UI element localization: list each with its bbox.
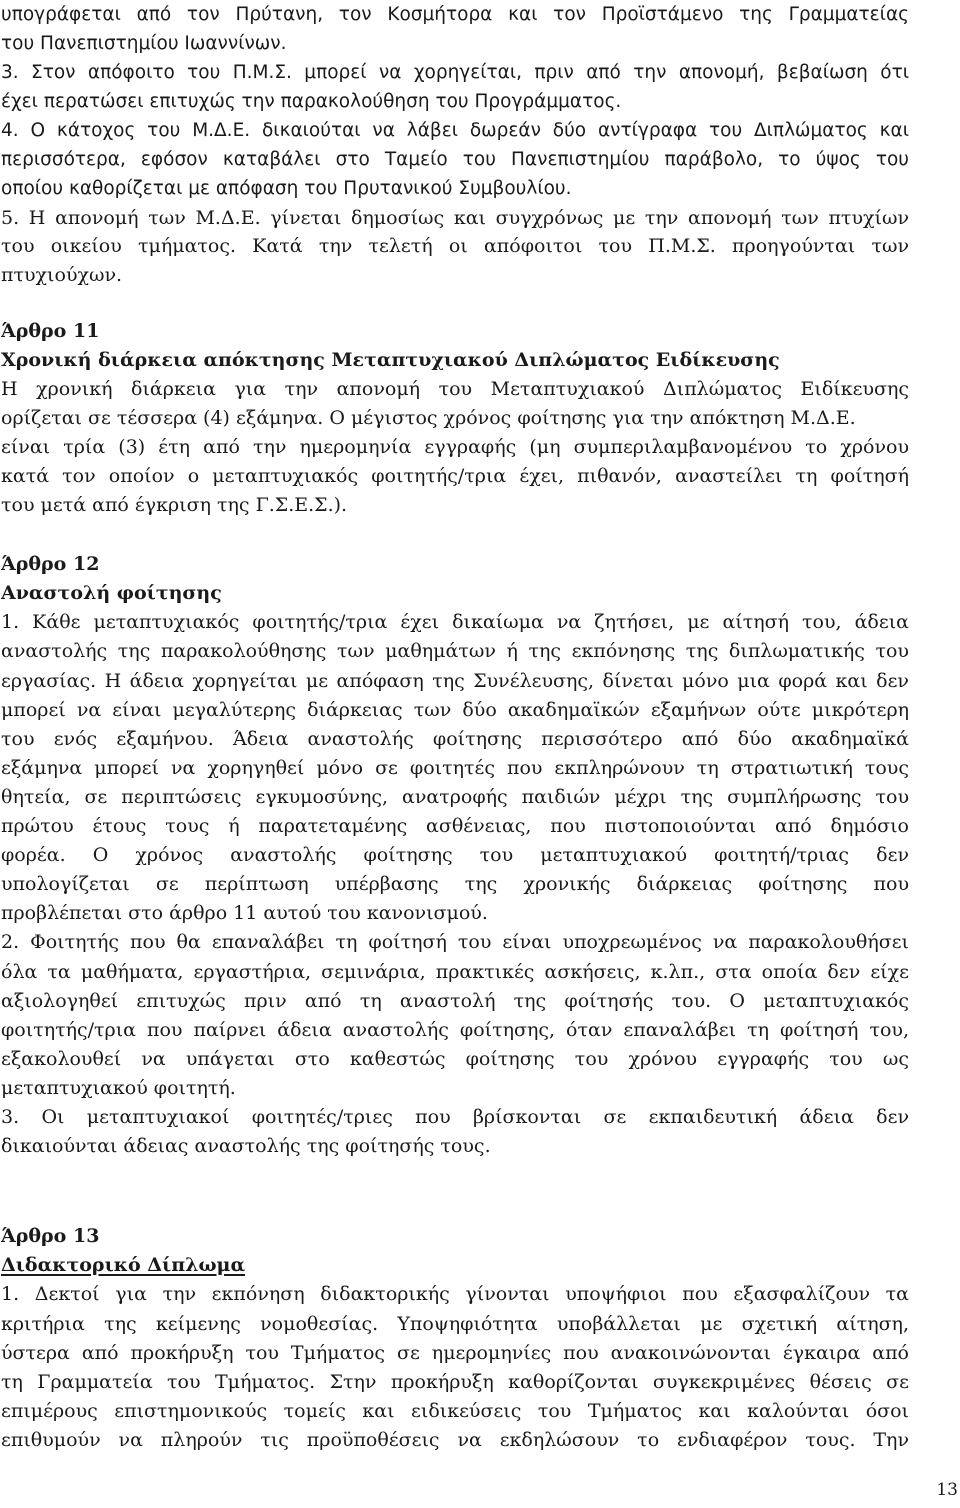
text-line: ορίζεται σε τέσσερα (4) εξάμηνα. Ο μέγιστος χρόνος φοίτησης για την απόκτηση Μ.Δ.Ε.: [1, 407, 856, 429]
text-line: 3. Οι μεταπτυχιακοί φοιτητές/τριες που βρίσκονται σε εκπαιδευτική άδεια δεν: [1, 1106, 909, 1128]
text-line: τη Γραμματεία του Τμήματος. Στην προκήρυξη καθορίζονται συγκεκριμένες θέσεις σε: [1, 1371, 909, 1393]
text-line: περισσότερα, εφόσον καταβάλει στο Ταμείο του Πανεπιστημίου παράβολο, το ύψος του: [1, 149, 909, 170]
text-line: πρώτου έτους τους ή παρατεταμένης ασθένειας, που πιστοποιούνται από δημόσιο: [1, 815, 909, 837]
text-line: επιθυμούν να πληρούν τις προϋποθέσεις να εκδηλώσουν το ενδιαφέρον τους. Την: [1, 1429, 909, 1451]
text-line: 5. Η απονομή των Μ.Δ.Ε. γίνεται δημοσίως και συγχρόνως με την απονομή των πτυχίων: [1, 207, 909, 229]
text-line: οποίου καθορίζεται με απόφαση του Πρυτανικού Συμβουλίου.: [1, 178, 572, 199]
text-line: εξακολουθεί να υπάγεται στο καθεστώς φοίτησης του χρόνου εγγραφής του ως: [1, 1048, 909, 1070]
text-line: υπολογίζεται σε περίπτωση υπέρβασης της χρονικής διάρκειας φοίτησης που: [1, 873, 909, 895]
text-line: εξάμηνα μπορεί να χορηγηθεί μόνο σε φοιτητές που εκπληρώνουν τη στρατιωτική τους: [1, 757, 909, 779]
text-line: αξιολογηθεί επιτυχώς πριν από τη αναστολή της φοίτησής του. Ο μεταπτυχιακός: [1, 990, 909, 1012]
article-subtitle: Χρονική διάρκεια απόκτησης Μεταπτυχιακού Διπλώματος Ειδίκευσης: [1, 349, 780, 371]
text-line: μπορεί να είναι μεγαλύτερης διάρκειας των δύο ακαδημαϊκών εξαμήνων ούτε μικρότερη: [1, 699, 909, 721]
text-line: 1. Κάθε μεταπτυχιακός φοιτητής/τρια έχει δικαίωμα να ζητήσει, με αίτησή του, άδεια: [1, 611, 909, 633]
text-line: κατά τον οποίον ο μεταπτυχιακός φοιτητής/τρια έχει, πιθανόν, αναστείλει τη φοίτησή: [1, 465, 909, 487]
text-line: του μετά από έγκριση της Γ.Σ.Ε.Σ.).: [1, 494, 348, 516]
text-line: επιμέρους επιστημονικούς τομείς και ειδικεύσεις του Τμήματος και καλούνται όσοι: [1, 1400, 909, 1422]
text-line: Η χρονική διάρκεια για την απονομή του Μεταπτυχιακού Διπλώματος Ειδίκευσης: [1, 378, 909, 400]
text-line: έχει περατώσει επιτυχώς την παρακολούθηση του Προγράμματος.: [1, 91, 622, 112]
article-title: Άρθρο 12: [1, 553, 100, 575]
article-subtitle: Αναστολή φοίτησης: [1, 582, 222, 604]
text-line: ύστερα από προκήρυξη του Τμήματος σε ημερομηνίες που ανακοινώνονται έγκαιρα από: [1, 1342, 909, 1364]
text-line: 4. Ο κάτοχος του Μ.Δ.Ε. δικαιούται να λάβει δωρεάν δύο αντίγραφα του Διπλώματος και: [1, 120, 909, 141]
text-line: εργασίας. Η άδεια χορηγείται με απόφαση της Συνέλευσης, δίνεται μόνο μια φορά και δεν: [1, 670, 909, 692]
text-line: κριτήρια της κείμενης νομοθεσίας. Υποψηφιότητα υποβάλλεται με σχετική αίτηση,: [1, 1313, 909, 1335]
text-line: πτυχιούχων.: [1, 264, 123, 286]
text-line: όλα τα μαθήματα, εργαστήρια, σεμινάρια, πρακτικές ασκήσεις, κ.λπ., στα οποία δεν είχε: [1, 961, 909, 983]
text-line: 1. Δεκτοί για την εκπόνηση διδακτορικής γίνονται υποψήφιοι που εξασφαλίζουν τα: [1, 1283, 909, 1305]
text-line: μεταπτυχιακού φοιτητή.: [1, 1077, 236, 1099]
article-subtitle: Διδακτορικό Δίπλωμα: [1, 1254, 246, 1276]
article-title: Άρθρο 13: [1, 1225, 100, 1247]
text-line: δικαιούνται άδειας αναστολής της φοίτησής τους.: [1, 1135, 491, 1157]
text-line: του οικείου τμήματος. Κατά την τελετή οι απόφοιτοι του Π.Μ.Σ. προηγούνται των: [1, 235, 909, 257]
page-number: 13: [936, 1480, 958, 1500]
text-line: του Πανεπιστημίου Ιωαννίνων.: [1, 33, 287, 54]
text-line: φορέα. Ο χρόνος αναστολής φοίτησης του μεταπτυχιακού φοιτητή/τριας δεν: [1, 844, 909, 866]
text-line: 3. Στον απόφοιτο του Π.Μ.Σ. μπορεί να χορηγείται, πριν από την απονομή, βεβαίωση ότι: [1, 62, 909, 83]
article-title: Άρθρο 11: [1, 320, 100, 342]
text-line: υπογράφεται από τον Πρύτανη, τον Κοσμήτορα και τον Προϊστάμενο της Γραμματείας: [1, 4, 909, 25]
text-line: προβλέπεται στο άρθρο 11 αυτού του κανονισμού.: [1, 902, 488, 924]
text-line: φοιτητής/τρια που παίρνει άδεια αναστολής φοίτησης, όταν επαναλάβει τη φοίτησή του,: [1, 1019, 909, 1041]
text-line: θητεία, σε περιπτώσεις εγκυμοσύνης, ανατροφής παιδιών μέχρι της συμπλήρωσης του: [1, 786, 909, 808]
text-line: 2. Φοιτητής που θα επαναλάβει τη φοίτησή του είναι υποχρεωμένος να παρακολουθήσει: [1, 931, 909, 953]
text-line: του ενός εξαμήνου. Άδεια αναστολής φοίτησης περισσότερο από δύο ακαδημαϊκά: [1, 728, 909, 750]
text-line: αναστολής της παρακολούθησης των μαθημάτων ή της εκπόνησης της διπλωματικής του: [1, 640, 909, 662]
text-line: είναι τρία (3) έτη από την ημερομηνία εγγραφής (μη συμπεριλαμβανομένου το χρόνου: [1, 436, 909, 458]
